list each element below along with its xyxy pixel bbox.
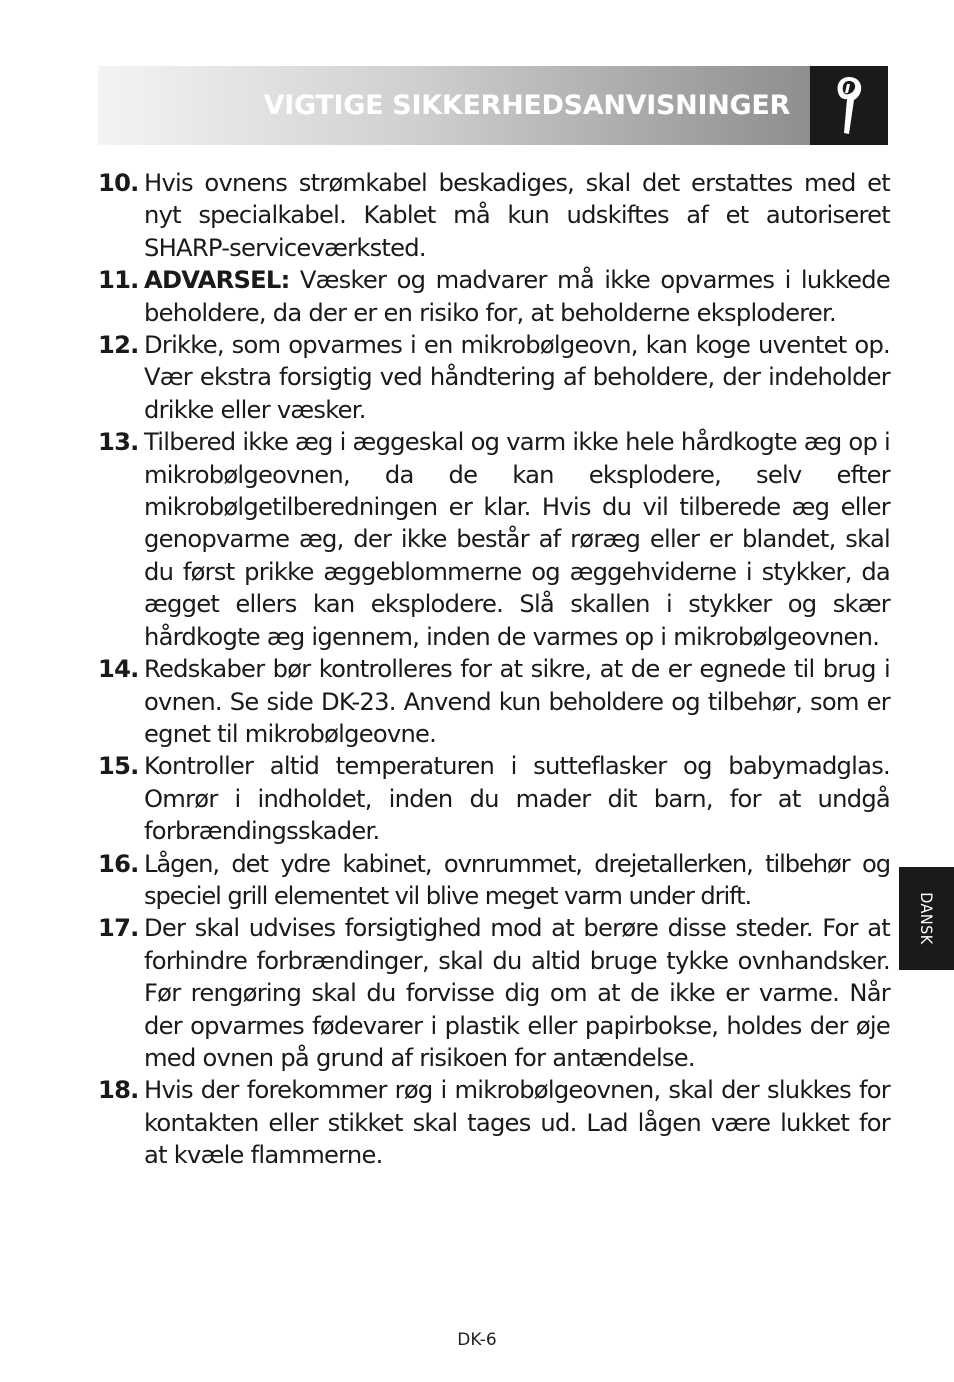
- header-icon-box: [810, 66, 888, 145]
- item-body: Væsker og madvarer må ikke opvarmes i lukkede beholdere, da der er en risiko for, at beholderne eksploderer.: [144, 266, 890, 327]
- item-number: 12.: [98, 331, 139, 360]
- item-number: 14.: [98, 655, 139, 684]
- item-number: 15.: [98, 752, 139, 781]
- list-item: [98, 167, 890, 264]
- instructions-list: [98, 167, 890, 1172]
- list-item: [98, 264, 890, 329]
- list-item: [98, 750, 890, 847]
- item-number: 17.: [98, 914, 139, 943]
- item-text: [144, 750, 890, 847]
- item-text: [144, 329, 890, 426]
- item-number: 18.: [98, 1076, 139, 1105]
- item-body: Redskaber bør kontrolleres for at sikre, at de er egnede til brug i ovnen. Se side DK-23. Anvend kun beholdere og tilbehør, som er egnet til mikrobølgeovne.: [144, 655, 890, 748]
- item-number: 16.: [98, 849, 139, 878]
- item-text: [144, 167, 890, 264]
- list-item: [98, 426, 890, 653]
- item-body: Hvis der forekommer røg i mikrobølgeovnen, skal der slukkes for kontakten eller stikket skal tages ud. Lad lågen være lukket for at kvæle flammerne.: [144, 1076, 890, 1170]
- header-band: [98, 66, 810, 145]
- item-body: Lågen, det ydre kabinet, ovnrummet, drejetallerken, tilbehør og speciel grill elementet vil blive meget varm under drift.: [144, 849, 890, 910]
- page-number: DK-6: [457, 1330, 497, 1350]
- item-body: Tilbered ikke æg i æggeskal og varm ikke hele hårdkogte æg op i mikrobølgeovnen, da de kan eksplodere, selv efter mikrobølgetilberedningen er klar. Hvis du vil tilberede æg eller genopvarme æg, der ikke består af røræg eller er blandet, skal du først prikke æggeblommerne og æggehviderne i stykker, da ægget ellers kan eksplodere. Slå skallen i stykker og skær hårdkogte æg igennem, inden de varmes op i mikrobølgeovnen.: [144, 428, 890, 651]
- list-item: [98, 653, 890, 750]
- item-text: [144, 848, 890, 913]
- item-text: [144, 1074, 890, 1171]
- list-item: [98, 329, 890, 426]
- item-number: 10.: [98, 169, 139, 197]
- list-item: [98, 912, 890, 1074]
- item-text: [144, 426, 890, 653]
- warning-label: ADVARSEL:: [144, 266, 290, 295]
- item-text: [144, 912, 890, 1074]
- item-number: 13.: [98, 428, 139, 457]
- language-tab: [899, 867, 954, 970]
- item-body: Drikke, som opvarmes i en mikrobølgeovn, kan koge uventet op. Vær ekstra forsigtig ved håndtering af beholdere, der indeholder drikke eller væsker.: [144, 331, 890, 424]
- list-item: [98, 1074, 890, 1171]
- item-body: Der skal udvises forsigtighed mod at berøre disse steder. For at forhindre forbrændinger, skal du altid bruge tykke ovnhandsker. Før rengøring skal du forvisse dig om at de ikke er varme. Når der opvarmes fødevarer i plastik eller papirbokse, holdes der øje med ovnen på grund af risikoen for antændelse.: [144, 914, 890, 1072]
- item-text: [144, 653, 890, 750]
- section-header: [98, 66, 888, 145]
- page-title: VIGTIGE SIKKERHEDSANVISNINGER: [263, 90, 790, 121]
- language-tab-label: DANSK: [917, 892, 936, 945]
- item-body: Kontroller altid temperaturen i sutteflasker og babymadglas. Omrør i indholdet, inden du mader dit barn, for at undgå forbrændingsskader.: [144, 752, 890, 846]
- item-text: [144, 264, 890, 329]
- info-i-icon: [832, 73, 866, 139]
- item-body: Hvis ovnens strømkabel beskadiges, skal det erstattes med et nyt specialkabel. Kablet må kun udskiftes af et autoriseret SHARP-serviceværksted.: [144, 169, 890, 262]
- item-number: 11.: [98, 266, 139, 295]
- list-item: [98, 848, 890, 913]
